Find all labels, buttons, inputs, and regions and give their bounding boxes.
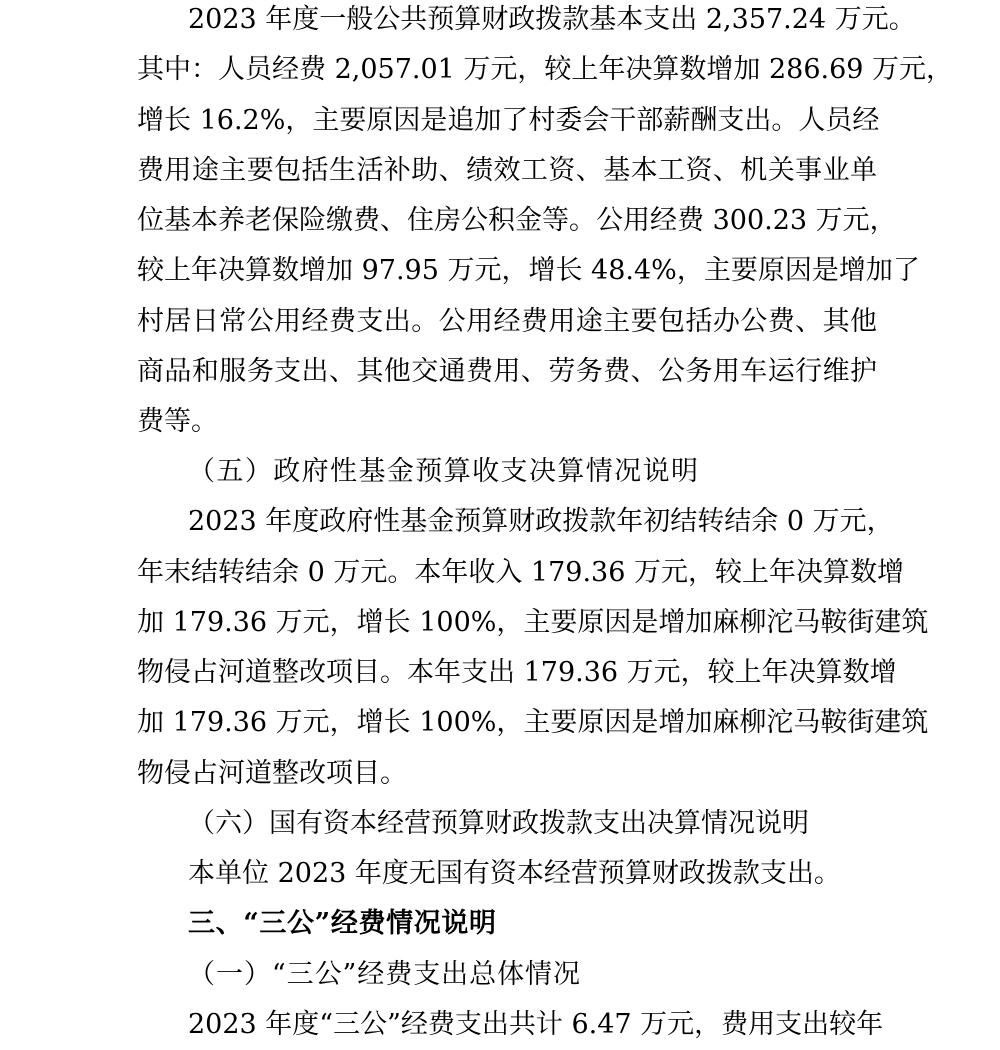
section-heading: （五）政府性基金预算收支决算情况说明: [188, 456, 698, 487]
paragraph-line: 本单位 2023 年度无国有资本经营预算财政拨款支出。: [188, 858, 841, 889]
paragraph-line: 村居日常公用经费支出。公用经费用途主要包括办公费、其他: [137, 306, 877, 337]
paragraph-line: 物侵占河道整改项目。: [137, 758, 407, 789]
paragraph-line: 其中：人员经费 2,057.01 万元，较上年决算数增加 286.69 万元，: [137, 54, 954, 85]
paragraph-line: 2023 年度政府性基金预算财政拨款年初结转结余 0 万元，: [188, 506, 894, 537]
paragraph-line: 加 179.36 万元，增长 100%，主要原因是增加麻柳沱马鞍街建筑: [137, 607, 929, 638]
section-heading: （六）国有资本经营预算财政拨款支出决算情况说明: [188, 808, 809, 839]
paragraph-line: 费等。: [137, 406, 218, 437]
paragraph-line: 2023 年度“三公”经费支出共计 6.47 万元，费用支出较年: [188, 1009, 884, 1040]
paragraph-line: 商品和服务支出、其他交通费用、劳务费、公务用车运行维护: [137, 356, 877, 387]
paragraph-line: 位基本养老保险缴费、住房公积金等。公用经费 300.23 万元，: [137, 205, 897, 236]
paragraph-line: 较上年决算数增加 97.95 万元，增长 48.4%，主要原因是增加了: [137, 255, 920, 286]
paragraph-line: 2023 年度一般公共预算财政拨款基本支出 2,357.24 万元。: [188, 4, 916, 35]
paragraph-line: 增长 16.2%，主要原因是追加了村委会干部薪酬支出。人员经: [137, 105, 880, 136]
paragraph-line: 加 179.36 万元，增长 100%，主要原因是增加麻柳沱马鞍街建筑: [137, 707, 929, 738]
paragraph-line: 物侵占河道整改项目。本年支出 179.36 万元，较上年决算数增: [137, 657, 897, 688]
paragraph-line: 费用途主要包括生活补助、绩效工资、基本工资、机关事业单: [137, 155, 877, 186]
paragraph-line: 年末结转结余 0 万元。本年收入 179.36 万元，较上年决算数增: [137, 557, 904, 588]
chapter-heading: 三、“三公”经费情况说明: [188, 908, 496, 939]
section-heading: （一）“三公”经费支出总体情况: [188, 959, 580, 990]
